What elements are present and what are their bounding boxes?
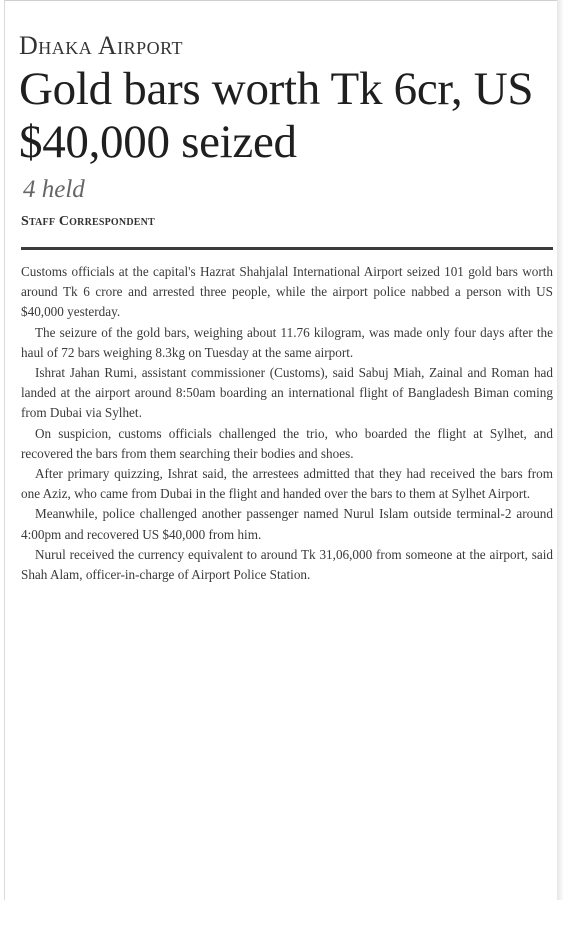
article-byline: Staff Correspondent — [21, 214, 155, 229]
article-paragraph: Ishrat Jahan Rumi, assistant commissioner (Customs), said Sabuj Miah, Zainal and Roman had landed at the airport around 8:50am boarding an international flight of Bangladesh Biman coming from Dubai via Sylhet. — [21, 365, 553, 421]
article-headline: Gold bars worth Tk 6cr, US $40,000 seized — [19, 63, 534, 168]
article-paragraph: Customs officials at the capital's Hazrat Shahjalal International Airport seized 101 gold bars worth around Tk 6 crore and arrested three people, while the airport police nabbed a person with US $40,000 yesterday. — [21, 264, 553, 320]
headline-divider — [21, 247, 553, 250]
article-body — [21, 262, 553, 585]
article-subhead: 4 held — [23, 176, 85, 203]
article-paragraph: Nurul received the currency equivalent to around Tk 31,06,000 from someone at the airport, said Shah Alam, officer-in-charge of Airport Police Station. — [21, 546, 553, 583]
article-paragraph: On suspicion, customs officials challenged the trio, who boarded the flight at Sylhet, and recovered the bars from them searching their bodies and shoes. — [21, 425, 553, 461]
article-kicker: Dhaka Airport — [19, 31, 184, 60]
article-paragraph: After primary quizzing, Ishrat said, the arrestees admitted that they had received the bars from one Aziz, who came from Dubai in the flight and handed over the bars to them at Sylhet Airport. — [21, 466, 553, 502]
article-paragraph: Meanwhile, police challenged another passenger named Nurul Islam outside terminal-2 around 4:00pm and recovered US $40,000 from him. — [21, 506, 553, 542]
article-paragraph: The seizure of the gold bars, weighing about 11.76 kilogram, was made only four days after the haul of 72 bars weighing 8.3kg on Tuesday at the same airport. — [21, 324, 553, 360]
clipping-edge-shadow — [557, 0, 564, 925]
article — [19, 21, 557, 585]
newspaper-clipping — [4, 0, 557, 901]
page-margin — [0, 900, 569, 925]
